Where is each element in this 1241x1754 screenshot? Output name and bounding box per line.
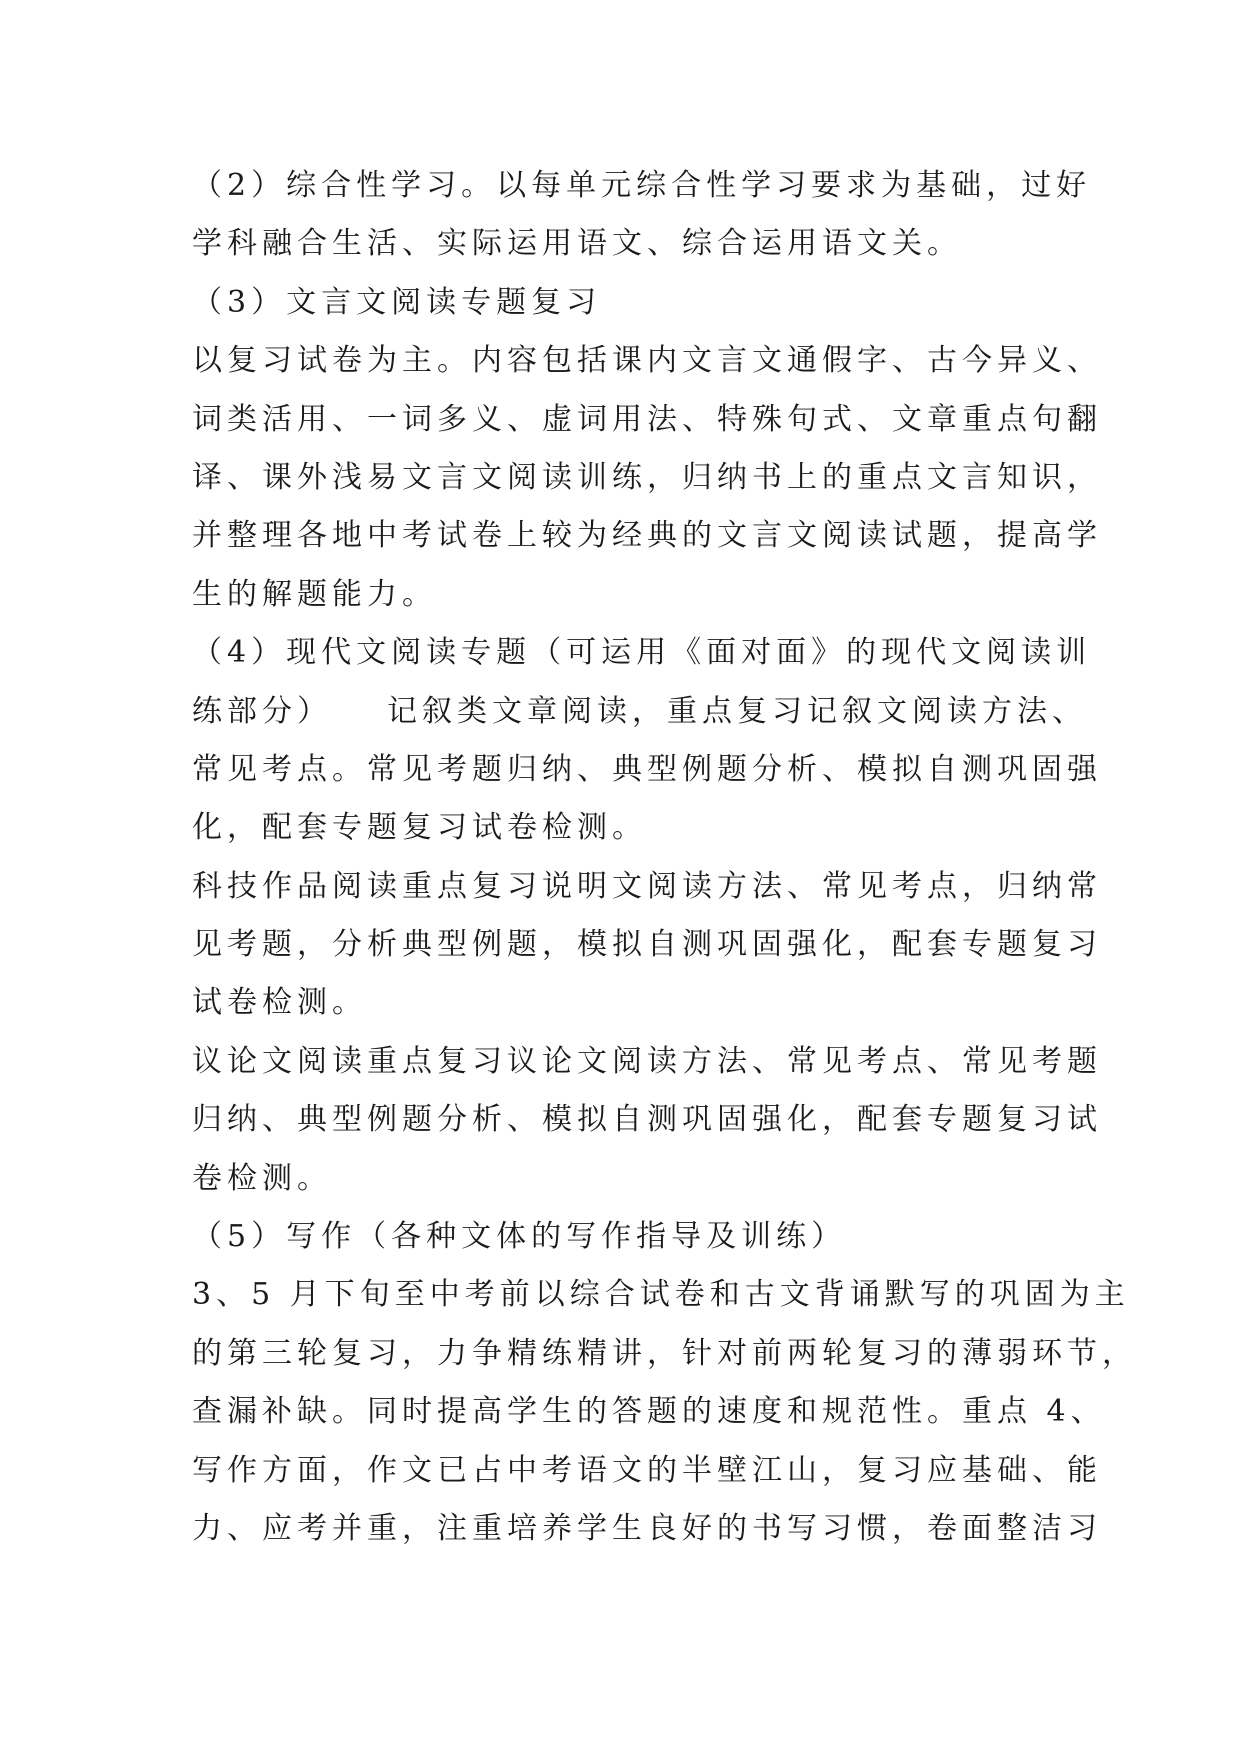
text-line: 的第三轮复习，力争精练精讲，针对前两轮复习的薄弱环节， (192, 1335, 1137, 1371)
text-line: （5）写作（各种文体的写作指导及训练） (192, 1219, 847, 1255)
text-line: 试卷检测。 (192, 985, 367, 1021)
text-line: 力、应考并重，注重培养学生良好的书写习惯，卷面整洁习 (192, 1510, 1102, 1546)
text-line: 科技作品阅读重点复习说明文阅读方法、常见考点，归纳常 (192, 868, 1102, 904)
text-line: 词类活用、一词多义、虚词用法、特殊句式、文章重点句翻 (192, 401, 1102, 437)
text-line: 常见考点。常见考题归纳、典型例题分析、模拟自测巩固强 (192, 751, 1102, 787)
text-line: 归纳、典型例题分析、模拟自测巩固强化，配套专题复习试 (192, 1102, 1102, 1138)
text-line: 3、5 月下旬至中考前以综合试卷和古文背诵默写的巩固为主 (192, 1277, 1130, 1313)
document-body (192, 157, 1137, 1558)
text-line: （4）现代文阅读专题（可运用《面对面》的现代文阅读训 (192, 635, 1092, 671)
text-line: 写作方面，作文已占中考语文的半壁江山，复习应基础、能 (192, 1452, 1102, 1488)
text-line: 生的解题能力。 (192, 576, 437, 612)
text-line: （3）文言文阅读专题复习 (192, 284, 602, 320)
text-line: 并整理各地中考试卷上较为经典的文言文阅读试题，提高学 (192, 518, 1102, 554)
text-line: 学科融合生活、实际运用语文、综合运用语文关。 (192, 226, 962, 262)
text-line: 练部分） 记叙类文章阅读，重点复习记叙文阅读方法、 (192, 693, 1087, 729)
text-line: 化，配套专题复习试卷检测。 (192, 810, 647, 846)
text-line: 以复习试卷为主。内容包括课内文言文通假字、古今异义、 (192, 343, 1102, 379)
text-line: （2）综合性学习。以每单元综合性学习要求为基础，过好 (192, 168, 1092, 203)
text-line: 查漏补缺。同时提高学生的答题的速度和规范性。重点 4、 (192, 1394, 1106, 1430)
text-line: 见考题，分析典型例题，模拟自测巩固强化，配套专题复习 (192, 927, 1102, 963)
text-line: 译、课外浅易文言文阅读训练，归纳书上的重点文言知识， (192, 459, 1102, 495)
text-line: 卷检测。 (192, 1160, 332, 1196)
text-line: 议论文阅读重点复习议论文阅读方法、常见考点、常见考题 (192, 1043, 1102, 1079)
